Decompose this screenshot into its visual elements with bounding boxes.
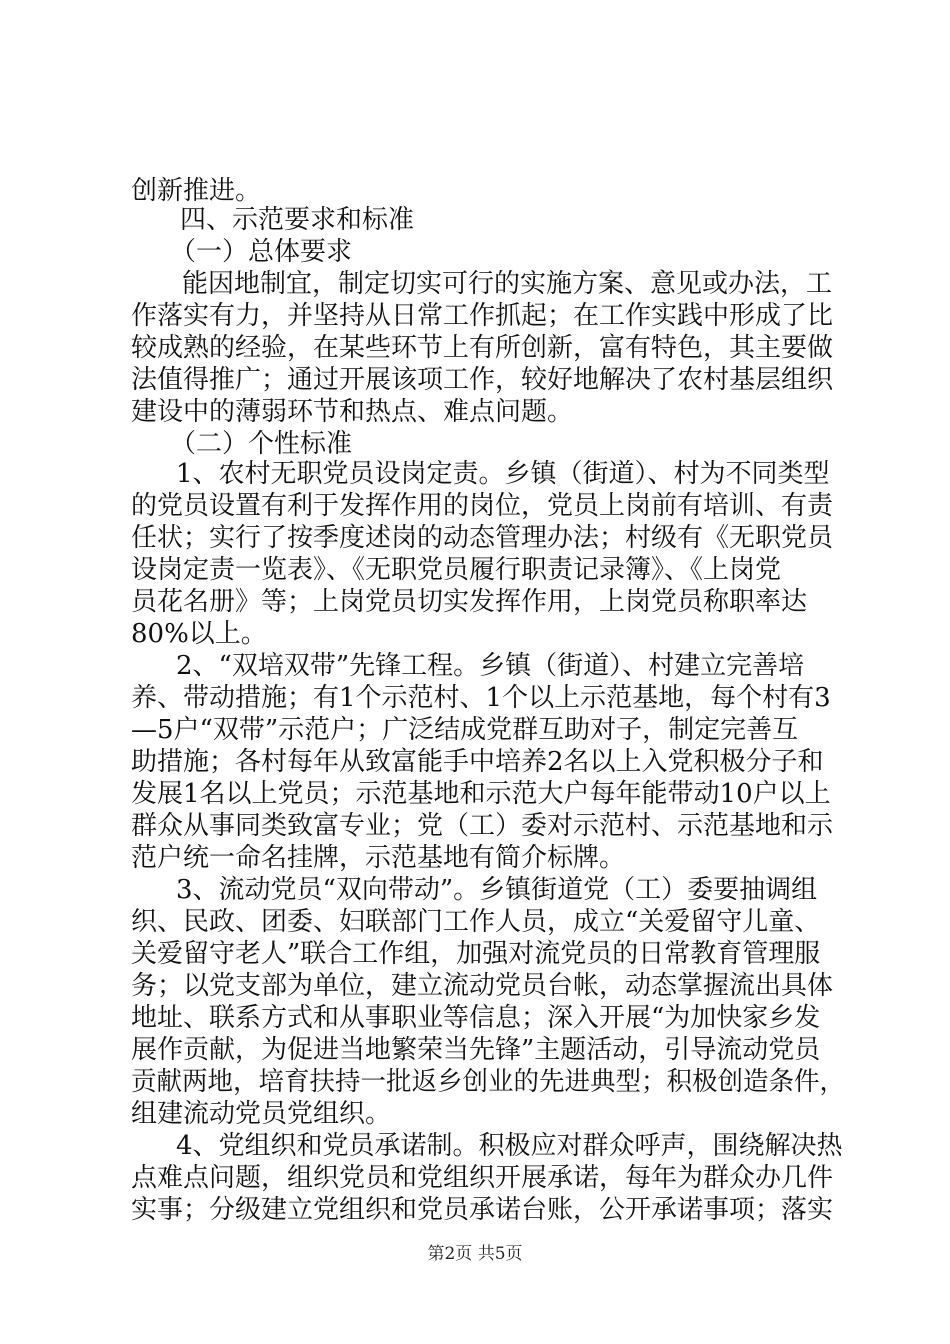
text-line: 建设中的薄弱环节和热点、难点问题。 xyxy=(131,397,574,427)
section-heading: 四、示范要求和标准 xyxy=(180,205,415,235)
text-line: 助措施；各村每年从致富能手中培养2名以上入党积极分子和 xyxy=(131,747,824,777)
text-line: 贡献两地，培育扶持一批返乡创业的先进典型；积极创造条件， xyxy=(131,1067,846,1097)
text-line: 织、民政、团委、妇联部门工作人员，成立“关爱留守儿童、 xyxy=(131,907,821,937)
text-line: —5户“双带”示范户；广泛结成党群互助对子，制定完善互 xyxy=(131,715,799,745)
text-line: 的党员设置有利于发挥作用的岗位，党员上岗前有培训、有责 xyxy=(131,491,834,521)
text-line: 群众从事同类致富专业；党（工）委对示范村、示范基地和示 xyxy=(131,811,834,841)
text-line: 点难点问题，组织党员和党组织开展承诺，每年为群众办几件 xyxy=(131,1163,834,1193)
text-line: 较成熟的经验，在某些环节上有所创新，富有特色，其主要做 xyxy=(131,333,834,363)
text-line: 展作贡献，为促进当地繁荣当先锋”主题活动，引导流动党员 xyxy=(131,1035,821,1065)
subsection-heading: （二）个性标准 xyxy=(170,429,353,459)
subsection-heading: （一）总体要求 xyxy=(170,237,353,267)
text-line: 关爱留守老人”联合工作组，加强对流党员的日常教育管理服 xyxy=(131,939,821,969)
text-line: 4、党组织和党员承诺制。积极应对群众呼声，围绕解决热 xyxy=(176,1131,843,1161)
text-line: 2、“双培双带”先锋工程。乡镇（街道）、村建立完善培 xyxy=(176,651,805,681)
text-line: 务；以党支部为单位，建立流动党员台帐，动态掌握流出具体 xyxy=(131,971,834,1001)
text-line: 员花名册》等；上岗党员切实发挥作用，上岗党员称职率达 xyxy=(131,587,808,617)
text-line: 作落实有力，并坚持从日常工作抓起；在工作实践中形成了比 xyxy=(131,301,834,331)
text-line: 设岗定责一览表》、《无职党员履行职责记录簿》、《上岗党 xyxy=(131,555,782,585)
text-line: 发展1名以上党员；示范基地和示范大户每年能带动10户以上 xyxy=(131,779,831,809)
text-line: 能因地制宜，制定切实可行的实施方案、意见或办法，工 xyxy=(182,269,833,299)
text-line: 法值得推广；通过开展该项工作，较好地解决了农村基层组织 xyxy=(131,365,834,395)
text-line: 实事；分级建立党组织和党员承诺台账，公开承诺事项；落实 xyxy=(131,1195,834,1225)
text-line: 80%以上。 xyxy=(131,619,267,649)
text-line: 范户统一命名挂牌，示范基地有简介标牌。 xyxy=(131,843,626,873)
text-line: 组建流动党员党组织。 xyxy=(131,1099,392,1129)
text-line: 养、带动措施；有1个示范村、1个以上示范基地，每个村有3 xyxy=(131,683,831,713)
text-line: 1、农村无职党员设岗定责。乡镇（街道）、村为不同类型 xyxy=(176,459,830,489)
page-number-footer: 第2页 共5页 xyxy=(427,1244,523,1264)
text-line: 创新推进。 xyxy=(131,176,262,206)
text-line: 3、流动党员“双向带动”。乡镇街道党（工）委要抽调组 xyxy=(176,875,818,905)
text-line: 任状；实行了按季度述岗的动态管理办法；村级有《无职党员 xyxy=(131,523,834,553)
text-line: 地址、联系方式和从事职业等信息；深入开展“为加快家乡发 xyxy=(131,1003,821,1033)
